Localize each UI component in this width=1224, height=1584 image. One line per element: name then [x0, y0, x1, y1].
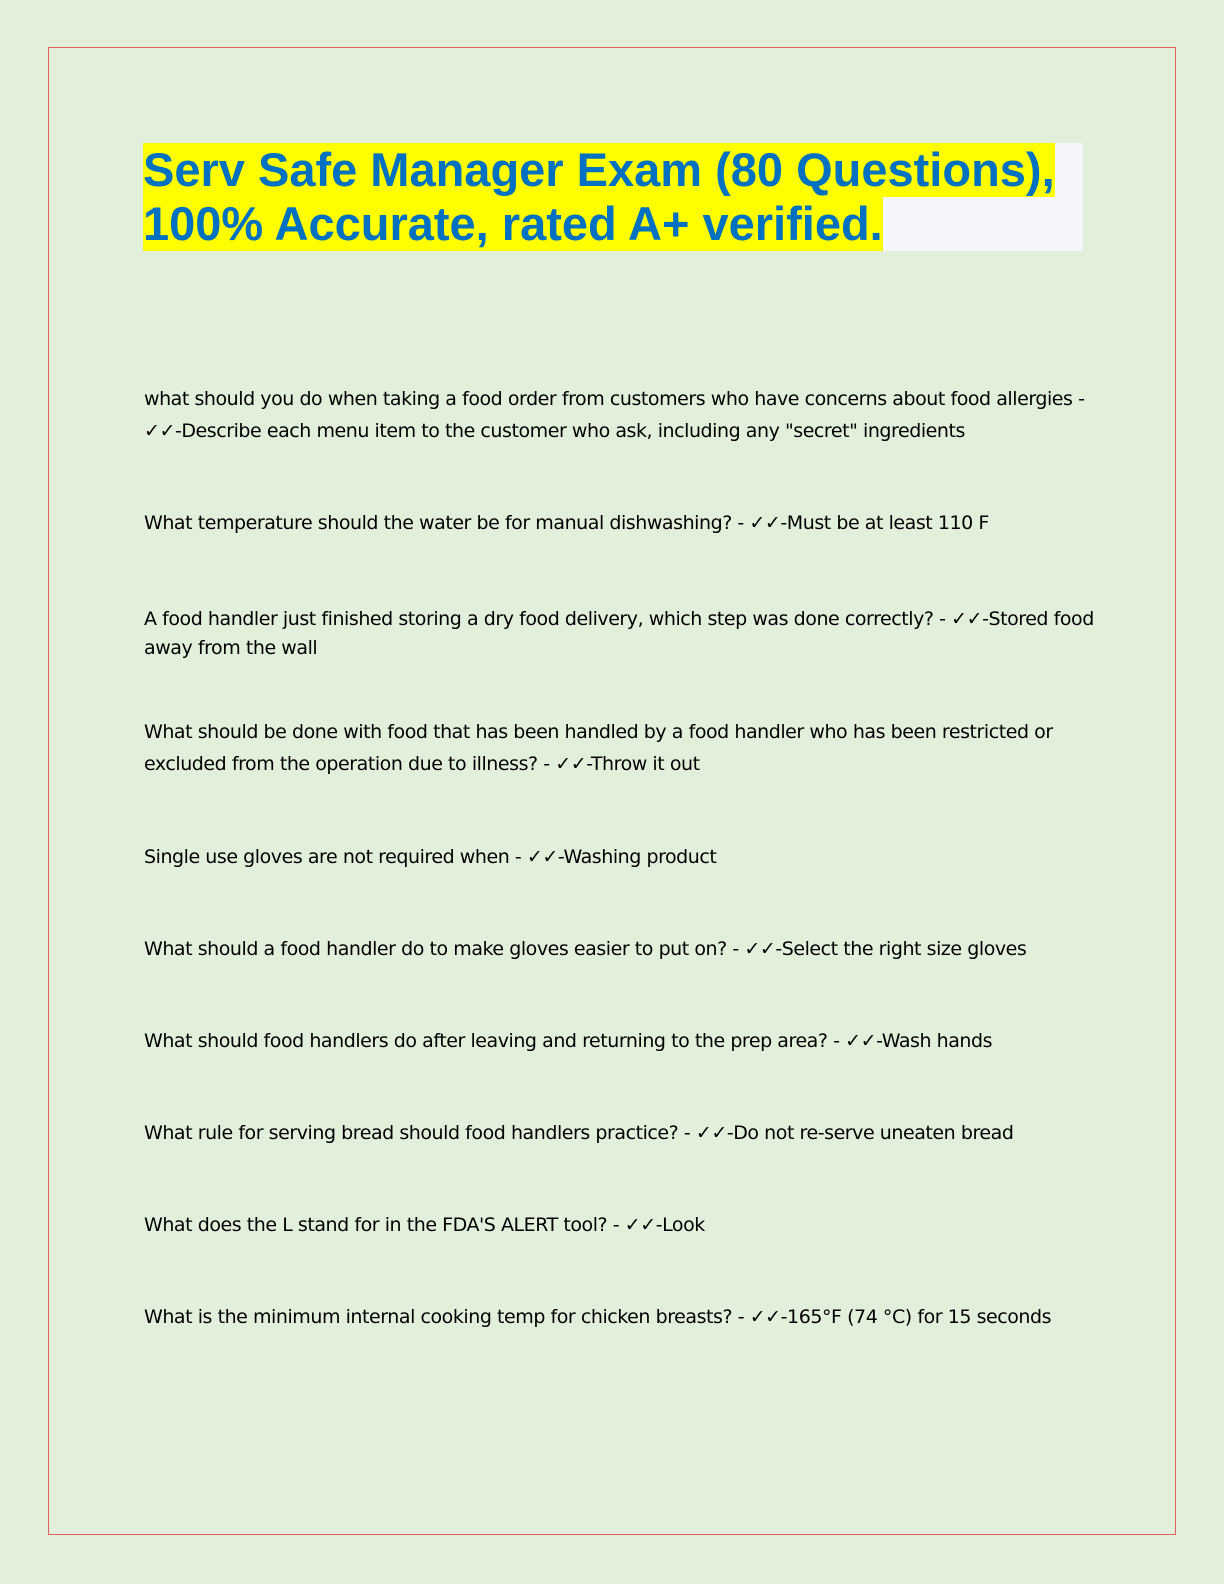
check-marks-icon: ✓✓	[144, 420, 175, 442]
check-marks-icon: ✓✓	[695, 1122, 727, 1144]
check-marks-icon: ✓✓	[749, 512, 781, 534]
answer-text: -Describe each menu item to the customer who ask, including any "secret" ingredients	[174, 420, 965, 442]
qa-item-2	[144, 507, 1094, 539]
qa-item-8	[144, 1117, 1094, 1149]
answer-text: -Must be at least 110 F	[780, 512, 989, 534]
title-line-1: Serv Safe Manager Exam (80 Questions),	[143, 143, 1055, 196]
qa-item-4	[144, 716, 1094, 780]
check-marks-icon: ✓✓	[845, 1030, 877, 1052]
check-marks-icon: ✓✓	[744, 938, 776, 960]
answer-text: -165°F (74 °C) for 15 seconds	[780, 1306, 1052, 1328]
title-line-2: 100% Accurate, rated A+ verified.	[143, 197, 883, 250]
question-text: what should you do when taking a food order from customers who have concerns about food allergies -	[144, 388, 1085, 410]
answer-text: -Do not re-serve uneaten bread	[726, 1122, 1014, 1144]
question-text: What should a food handler do to make gloves easier to put on? -	[144, 938, 739, 960]
check-marks-icon: ✓✓	[951, 608, 983, 630]
question-text: What should food handlers do after leaving and returning to the prep area? -	[144, 1030, 840, 1052]
question-text: Single use gloves are not required when -	[144, 846, 522, 868]
question-text: A food handler just finished storing a dry food delivery, which step was done correctly? -	[144, 608, 946, 630]
answer-text: -Stored food away from the wall	[144, 608, 1094, 659]
check-marks-icon: ✓✓	[749, 1306, 781, 1328]
answer-text: -Select the right size gloves	[775, 938, 1027, 960]
answer-text: -Wash hands	[876, 1030, 993, 1052]
question-text: What is the minimum internal cooking temp for chicken breasts? -	[144, 1306, 745, 1328]
qa-item-6	[144, 933, 1094, 965]
qa-item-7	[144, 1025, 1094, 1057]
question-text: What should be done with food that has been handled by a food handler who has been restricted or excluded from the operation due to illness? -	[144, 721, 1053, 775]
qa-item-3	[144, 605, 1094, 663]
question-text: What temperature should the water be for manual dishwashing? -	[144, 512, 744, 534]
qa-item-1	[144, 383, 1094, 447]
qa-item-10	[144, 1301, 1094, 1333]
qa-item-5	[144, 841, 1094, 873]
question-text: What does the L stand for in the FDA'S ALERT tool? -	[144, 1214, 620, 1236]
answer-text: -Look	[655, 1214, 705, 1236]
answer-text: -Washing product	[557, 846, 717, 868]
check-marks-icon: ✓✓	[526, 846, 558, 868]
question-text: What rule for serving bread should food handlers practice? -	[144, 1122, 691, 1144]
check-marks-icon: ✓✓	[555, 753, 587, 775]
qa-item-9	[144, 1209, 1094, 1241]
answer-text: -Throw it out	[586, 753, 700, 775]
document-title	[143, 143, 1083, 251]
check-marks-icon: ✓✓	[624, 1214, 656, 1236]
